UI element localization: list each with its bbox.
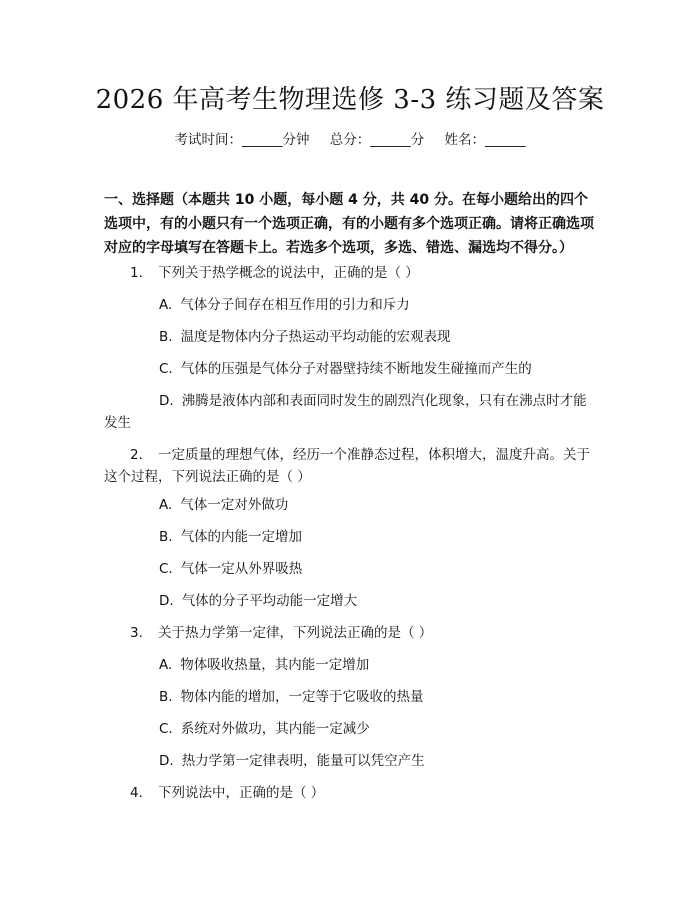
option-item	[104, 390, 600, 434]
option-text: 沸腾是液体内部和表面同时发生的剧烈汽化现象，只有在沸点时才能发生	[104, 393, 587, 431]
option-item	[159, 654, 599, 676]
option-letter: C.	[159, 361, 173, 377]
option-text: 气体一定从外界吸热	[180, 561, 303, 577]
option-text: 热力学第一定律表明，能量可以凭空产生	[181, 753, 425, 769]
option-item	[159, 326, 599, 348]
question-text: 下列说法中，正确的是（ ）	[158, 785, 325, 801]
option-text: 气体分子间存在相互作用的引力和斥力	[180, 297, 410, 313]
question-text: 下列关于热学概念的说法中，正确的是（ ）	[158, 265, 419, 281]
option-letter: B.	[159, 329, 173, 345]
question-stem	[104, 782, 600, 804]
exam-time-field: 考试时间：______分钟	[174, 132, 310, 148]
question-number: 4.	[130, 785, 143, 801]
total-score-field: 总分：______分	[329, 132, 425, 148]
option-text: 气体一定对外做功	[180, 497, 289, 513]
question-text: 关于热力学第一定律，下列说法正确的是（ ）	[158, 625, 433, 641]
option-letter: D.	[159, 593, 174, 609]
option-letter: A.	[159, 497, 173, 513]
option-item	[159, 590, 599, 612]
question-number: 3.	[130, 625, 143, 641]
option-item	[159, 558, 599, 580]
option-letter: C.	[159, 721, 173, 737]
option-item	[159, 750, 599, 772]
option-item	[159, 494, 599, 516]
student-name-field: 姓名：______	[444, 132, 526, 148]
option-text: 系统对外做功，其内能一定减少	[180, 721, 370, 737]
option-item	[159, 686, 599, 708]
option-text: 物体内能的增加，一定等于它吸收的热量	[180, 689, 424, 705]
option-letter: B.	[159, 689, 173, 705]
question-text: 一定质量的理想气体，经历一个准静态过程，体积增大，温度升高。关于这个过程，下列说法正确的是（ ）	[104, 447, 590, 485]
option-item	[159, 718, 599, 740]
option-text: 气体的分子平均动能一定增大	[181, 593, 358, 609]
option-letter: D.	[159, 753, 174, 769]
option-text: 温度是物体内分子热运动平均动能的宏观表现	[180, 329, 451, 345]
option-text: 物体吸收热量，其内能一定增加	[180, 657, 370, 673]
question-number: 1.	[130, 265, 143, 281]
page-title: 2026 年高考生物理选修 3-3 练习题及答案	[95, 85, 605, 115]
option-item	[159, 526, 599, 548]
option-item	[159, 358, 599, 380]
question-stem	[104, 444, 600, 488]
section-header: 一、选择题（本题共 10 小题，每小题 4 分，共 40 分。在每小题给出的四个选项中，有的小题只有一个选项正确，有的小题有多个选项正确。请将正确选项对应的字母填写在答题卡上。若选多个选项，多选、错选、漏选均不得分。）	[104, 192, 594, 256]
option-letter: B.	[159, 529, 173, 545]
option-text: 气体的内能一定增加	[180, 529, 303, 545]
question-number: 2.	[130, 447, 143, 463]
option-letter: D.	[159, 393, 174, 409]
question-stem	[104, 622, 600, 644]
option-letter: A.	[159, 657, 173, 673]
option-letter: A.	[159, 297, 173, 313]
option-letter: C.	[159, 561, 173, 577]
question-stem	[104, 262, 600, 284]
option-item	[159, 294, 599, 316]
exam-meta	[0, 130, 700, 150]
option-text: 气体的压强是气体分子对器壁持续不断地发生碰撞而产生的	[180, 361, 532, 377]
